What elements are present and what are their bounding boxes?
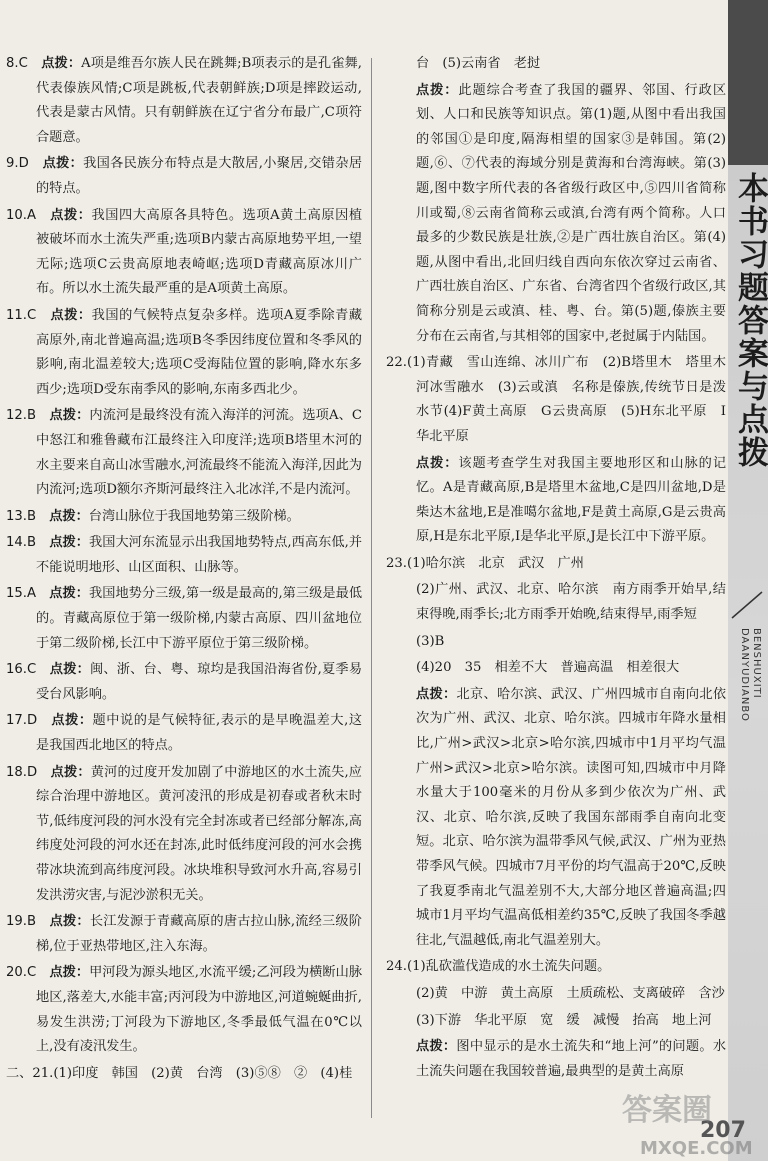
watermark-url: MXQE.COM [640, 1138, 753, 1159]
hint-label: 点拨： [49, 586, 89, 602]
answer-text: (3)B [416, 633, 445, 649]
hint-label: 点拨： [49, 408, 90, 424]
hint-label: 点拨： [49, 508, 89, 524]
answer-item [6, 709, 362, 758]
hint-label: 点拨： [49, 535, 89, 551]
hint-label: 点拨： [416, 455, 459, 471]
watermark-text: 答案圈 [622, 1093, 712, 1128]
answer-note [386, 683, 726, 954]
answer-note [386, 52, 726, 77]
side-tab-dark-block [728, 0, 768, 165]
answer-number: 19.B [6, 914, 37, 930]
answer-item [6, 961, 362, 1059]
hint-label: 点拨： [416, 686, 457, 702]
answer-number: 11.C [6, 307, 37, 323]
answer-text: 22.(1)青藏 雪山连绵、冰川广布 (2)B塔里木 塔里木河冰雪融水 (3)云或滇 名称是傣族,传统节日是泼水节(4)F黄土高原 G云贵高原 (5)H东北平原 I华北平原 [386, 355, 726, 444]
answer-note [386, 630, 726, 655]
answer-item [6, 204, 362, 302]
hint-label: 点拨： [50, 307, 92, 323]
answer-item [6, 582, 362, 656]
answer-text: (4)20 35 相差不大 普遍高温 相差很大 [416, 660, 680, 676]
left-column [6, 52, 362, 1088]
answer-item [6, 505, 362, 530]
answer-item [386, 351, 726, 449]
hint-label: 点拨： [416, 82, 459, 98]
answer-text: 24.(1)乱砍滥伐造成的水土流失问题。 [386, 959, 611, 975]
page-number: 207 [700, 1118, 746, 1143]
side-tab-pinyin-1: BENSHUXITI [751, 628, 762, 699]
answer-item [6, 152, 362, 201]
answer-note [386, 656, 726, 681]
answer-item [386, 552, 726, 577]
hint-text: 我国大河东流显示出我国地势特点,西高东低,并不能说明地形、山区面积、山脉等。 [36, 535, 363, 575]
answer-note [386, 452, 726, 550]
answer-number: 15.A [6, 586, 36, 602]
answer-text: 此题综合考查了我国的疆界、邻国、行政区划、人口和民族等知识点。第(1)题,从图中看出我国的邻国①是印度,隔海相望的国家③是韩国。第(2)题,⑥、⑦代表的海域分别是黄海和台湾海峡。第(3)题,图中数字所代表的各省级行政区中,⑤四川省简称川或蜀,⑧云南省简称云或滇,台湾有两个简称。人口最多的少数民族是壮族,②是广西壮族自治区。第(4)题,从图中看出,北回归线自西向东依次穿过云南省、广西壮族自治区、广东省、台湾省四个省级行政区,其简称分别是云或滇、桂、粤、台。第(5)题,傣族主要分布在云南省,与其相邻的国家中,老挝属于内陆国。 [416, 82, 727, 344]
answer-text: 台 (5)云南省 老挝 [416, 56, 541, 71]
answer-note [386, 578, 726, 627]
hint-text: 题中说的是气候特征,表示的是早晚温差大,这是我国西北地区的特点。 [36, 713, 363, 754]
answer-item [6, 404, 362, 502]
hint-text: A项是维吾尔族人民在跳舞;B项表示的是孔雀舞,代表傣族风情;C项是跳板,代表朝鲜族;D项是摔跤运动,代表是蒙古风情。只有朝鲜族在辽宁省分布最广,C项符合题意。 [36, 56, 362, 145]
hint-label: 点拨： [416, 1039, 457, 1055]
hint-label: 点拨： [49, 965, 90, 981]
hint-label: 点拨： [51, 713, 93, 729]
section-two-start: 二、21.(1)印度 韩国 (2)黄 台湾 (3)⑤⑧ ② (4)桂 [6, 1065, 353, 1081]
side-tab-pinyin-2: DAANYUDIANBO [739, 628, 750, 722]
answer-text: (3)下游 华北平原 宽 缓 减慢 抬高 地上河 [416, 1012, 712, 1028]
answer-item [6, 761, 362, 909]
answer-item [6, 531, 362, 580]
answer-number: 14.B [6, 535, 37, 551]
hint-text: 内流河是最终没有流入海洋的河流。选项A、C中怒江和雅鲁藏布江最终注入印度洋;选项B塔里木河的水主要来自高山冰雪融水,河流最终不能流入海洋,因此为内流河;选项D额尔齐斯河最终注入北冰洋,不是内流河。 [36, 408, 363, 498]
hint-label: 点拨： [50, 207, 92, 223]
side-tab-pinyin [738, 628, 762, 722]
hint-label: 点拨： [49, 662, 90, 678]
answer-number: 20.C [6, 965, 37, 981]
answer-note [386, 1035, 726, 1084]
hint-label: 点拨： [50, 764, 91, 780]
watermark-logo [600, 1080, 766, 1160]
hint-label: 点拨： [42, 156, 84, 172]
side-tab-title: 本书习题答案与点拨 [732, 172, 768, 469]
answer-text: 该题考查学生对我国主要地形区和山脉的记忆。A是青藏高原,B是塔里木盆地,C是四川盆地,D是柴达木盆地,E是准噶尔盆地,F是黄土高原,G是云贵高原,H是东北平原,I是华北平原,J是长江中下游平原。 [416, 455, 727, 545]
answer-item [6, 658, 362, 707]
hint-text: 我国各民族分布特点是大散居,小聚居,交错杂居的特点。 [36, 156, 363, 196]
answer-text: 图中显示的是水土流失和“地上河”的问题。水土流失问题在我国较普遍,最典型的是黄土高原 [416, 1039, 727, 1079]
answer-number: 18.D [6, 764, 38, 780]
hint-label: 点拨： [41, 56, 82, 71]
answer-text: 北京、哈尔滨、武汉、广州四城市自南向北依次为广州、武汉、北京、哈尔滨。四城市年降水量相比,广州>武汉>北京>哈尔滨,四城市中1月平均气温广州>武汉>北京>哈尔滨。读图可知,四城市中月降水量大于100毫米的月份从多到少依次为广州、武汉、北京、哈尔滨,反映了我国东部雨季自南向北变短。北京、哈尔滨为温带季风气候,武汉、广州为亚热带季风气候。四城市7月平份的均气温高于20℃,反映了我夏季南北气温差别不大,大部分地区普遍高温;四城市1月平均气温高低相差约35℃,反映了我国冬季越往北,气温越低,南北气温差别大。 [416, 686, 727, 948]
answer-number: 10.A [6, 207, 36, 223]
answer-number: 9.D [6, 156, 29, 172]
hint-text: 长江发源于青藏高原的唐古拉山脉,流经三级阶梯,位于亚热带地区,注入东海。 [36, 914, 362, 954]
hint-text: 台湾山脉位于我国地势第三级阶梯。 [88, 508, 300, 524]
answer-number: 17.D [6, 713, 38, 729]
answer-item [6, 52, 362, 150]
side-tab-slash-icon [728, 590, 766, 620]
hint-text: 甲河段为源头地区,水流平缓;乙河段为横断山脉地区,落差大,水能丰富;丙河段为中游地区,河道蜿蜒曲折,易发生洪涝;丁河段为下游地区,冬季最低气温在0℃以上,没有凌汛发生。 [36, 965, 363, 1055]
answer-item [386, 955, 726, 980]
answer-note [386, 982, 726, 1007]
answer-note [386, 79, 726, 350]
hint-text: 黄河的过度开发加剧了中游地区的水土流失,应综合治理中游地区。黄河凌汛的形成是初春或者秋末时节,低纬度河段的河水没有完全封冻或者已经部分解冻,高纬度处河段的河水还在封冻,此时低纬度河段的河水会携带冰块流到高纬度河段。冰块堆积导致河水升高,容易引发洪涝灾害,与泥沙淤积无关。 [36, 764, 362, 903]
column-divider [371, 58, 372, 1118]
answer-note [386, 1009, 726, 1034]
answer-number: 12.B [6, 408, 37, 424]
hint-label: 点拨： [49, 914, 90, 930]
answer-text: 23.(1)哈尔滨 北京 武汉 广州 [386, 555, 584, 571]
hint-text: 我国四大高原各具特色。选项A黄土高原因植被破坏而水土流失严重;选项B内蒙古高原地势平坦,一望无际;选项C云贵高原地表崎岖;选项D青藏高原冰川广布。所以水土流失最严重的是A项黄土高原。 [36, 207, 363, 297]
right-column [386, 52, 726, 1086]
hint-text: 我国的气候特点复杂多样。选项A夏季除青藏高原外,南北普遍高温;选项B冬季因纬度位置和冬季风的影响,南北温差较大;选项C受海陆位置的影响,降水东多西少;选项D受东南季风的影响,东南多西北少。 [36, 307, 363, 397]
answer-item [6, 304, 362, 402]
answer-text: (2)黄 中游 黄土高原 土质疏松、支离破碎 含沙 [416, 985, 725, 1001]
answer-text: (2)广州、武汉、北京、哈尔滨 南方雨季开始早,结束得晚,雨季长;北方雨季开始晚,结束得早,雨季短 [416, 582, 726, 623]
answer-number: 16.C [6, 662, 37, 678]
answer-item [6, 910, 362, 959]
answer-number: 13.B [6, 508, 37, 524]
answer-number: 8.C [6, 56, 28, 71]
hint-text: 我国地势分三级,第一级是最高的,第三级是最低的。青藏高原位于第一级阶梯,内蒙古高原、四川盆地位于第二级阶梯,长江中下游平原位于第三级阶梯。 [36, 586, 363, 651]
hint-text: 闽、浙、台、粤、琼均是我国沿海省份,夏季易受台风影响。 [36, 662, 363, 702]
